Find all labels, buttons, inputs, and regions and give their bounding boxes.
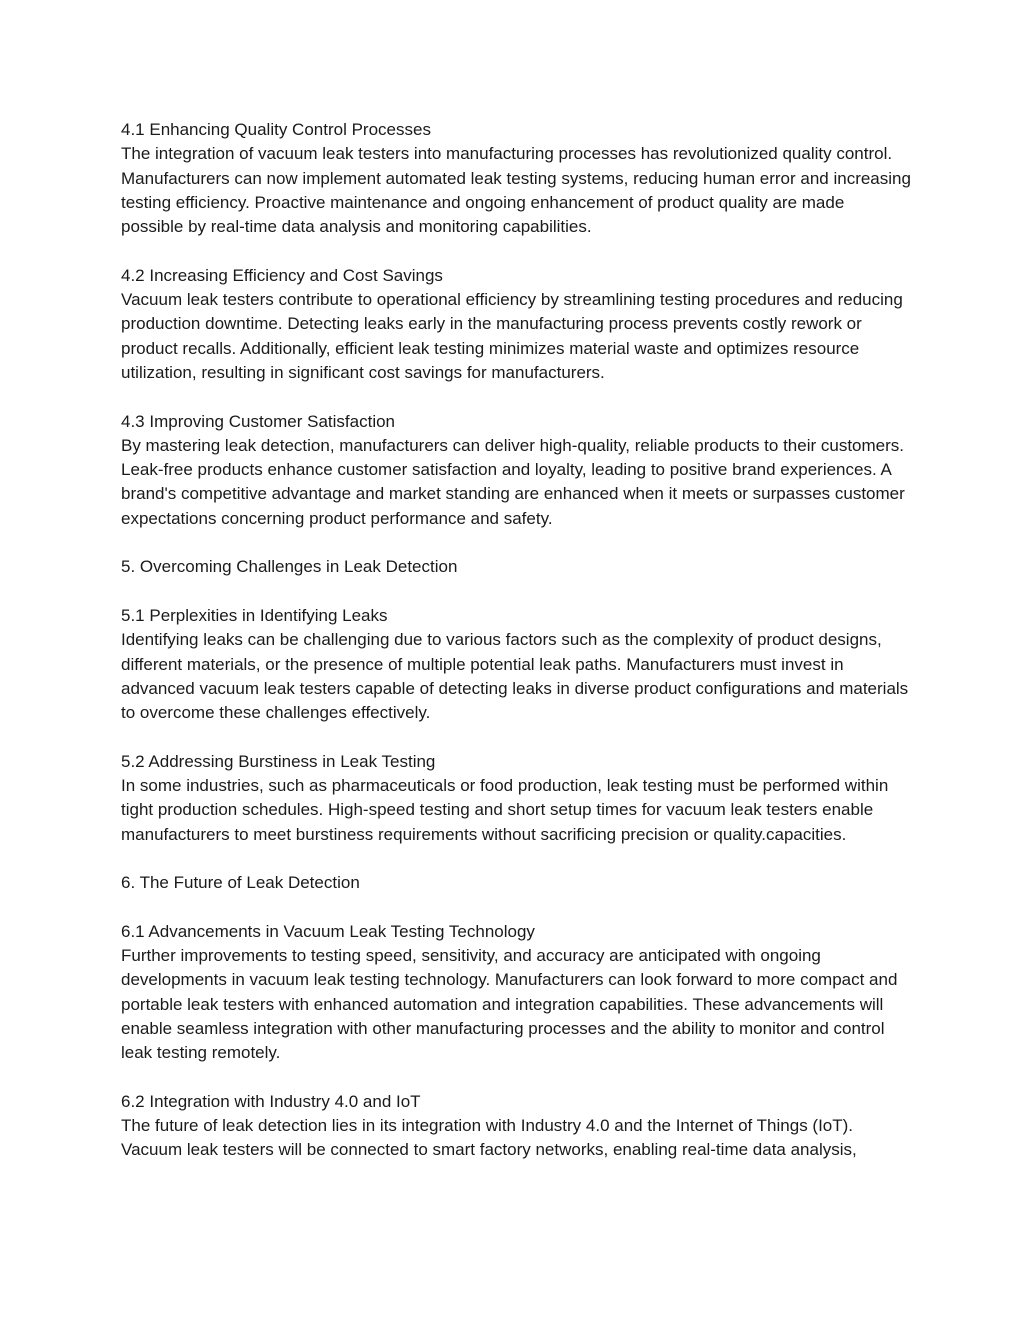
section-4-3 <box>121 410 911 531</box>
section-5-1 <box>121 604 911 725</box>
section-paragraph: The future of leak detection lies in its integration with Industry 4.0 and the Internet of Things (IoT). Vacuum leak testers will be connected to smart factory networks, enabling real-time data analysis, <box>121 1116 857 1160</box>
section-heading: 4.1 Enhancing Quality Control Processes <box>121 120 431 139</box>
section-4-1 <box>121 118 911 239</box>
section-paragraph: Further improvements to testing speed, sensitivity, and accuracy are anticipated with ongoing developments in vacuum leak testing technology. Manufacturers can look forward to more compact and portable leak testers with enhanced automation and integration capabilities. These advancements will enable seamless integration with other manufacturing processes and the ability to monitor and control leak testing remotely. <box>121 946 898 1063</box>
section-6-2 <box>121 1090 911 1163</box>
section-paragraph: Vacuum leak testers contribute to operational efficiency by streamlining testing procedures and reducing production downtime. Detecting leaks early in the manufacturing process prevents costly rework or product recalls. Additionally, efficient leak testing minimizes material waste and optimizes resource utilization, resulting in significant cost savings for manufacturers. <box>121 290 903 382</box>
section-heading: 6.1 Advancements in Vacuum Leak Testing Technology <box>121 921 535 941</box>
section-heading: 4.2 Increasing Efficiency and Cost Savings <box>121 265 443 285</box>
section-heading: 6.2 Integration with Industry 4.0 and IoT <box>121 1091 421 1111</box>
section-paragraph: The integration of vacuum leak testers into manufacturing processes has revolutionized quality control. Manufacturers can now implement automated leak testing systems, reducing human error and increasing testing efficiency. Proactive maintenance and ongoing enhancement of product quality are made possible by real-time data analysis and monitoring capabilities. <box>121 144 911 237</box>
section-4-2 <box>121 264 911 385</box>
chapter-heading: 6. The Future of Leak Detection <box>121 873 360 893</box>
section-paragraph: By mastering leak detection, manufacturers can deliver high-quality, reliable products to their customers. Leak-free products enhance customer satisfaction and loyalty, leading to positive brand experiences. A brand's competitive advantage and market standing are enhanced when it meets or surpasses customer expectations concerning product performance and safety. <box>121 435 905 528</box>
section-heading: 4.3 Improving Customer Satisfaction <box>121 411 396 431</box>
section-paragraph: In some industries, such as pharmaceuticals or food production, leak testing must be performed within tight production schedules. High-speed testing and short setup times for vacuum leak testers enable manufacturers to meet burstiness requirements without sacrificing precision or quality.capacities. <box>121 776 889 844</box>
section-paragraph: Identifying leaks can be challenging due to various factors such as the complexity of product designs, different materials, or the presence of multiple potential leak paths. Manufacturers must invest in advanced vacuum leak testers capable of detecting leaks in diverse product configurations and materials to overcome these challenges effectively. <box>121 630 909 723</box>
section-5 <box>121 555 911 579</box>
section-5-2 <box>121 750 911 847</box>
section-heading: 5.2 Addressing Burstiness in Leak Testing <box>121 751 436 771</box>
document-page <box>121 118 911 1187</box>
chapter-heading: 5. Overcoming Challenges in Leak Detection <box>121 557 458 577</box>
section-6-1 <box>121 920 911 1066</box>
section-6 <box>121 871 911 895</box>
section-heading: 5.1 Perplexities in Identifying Leaks <box>121 605 388 625</box>
